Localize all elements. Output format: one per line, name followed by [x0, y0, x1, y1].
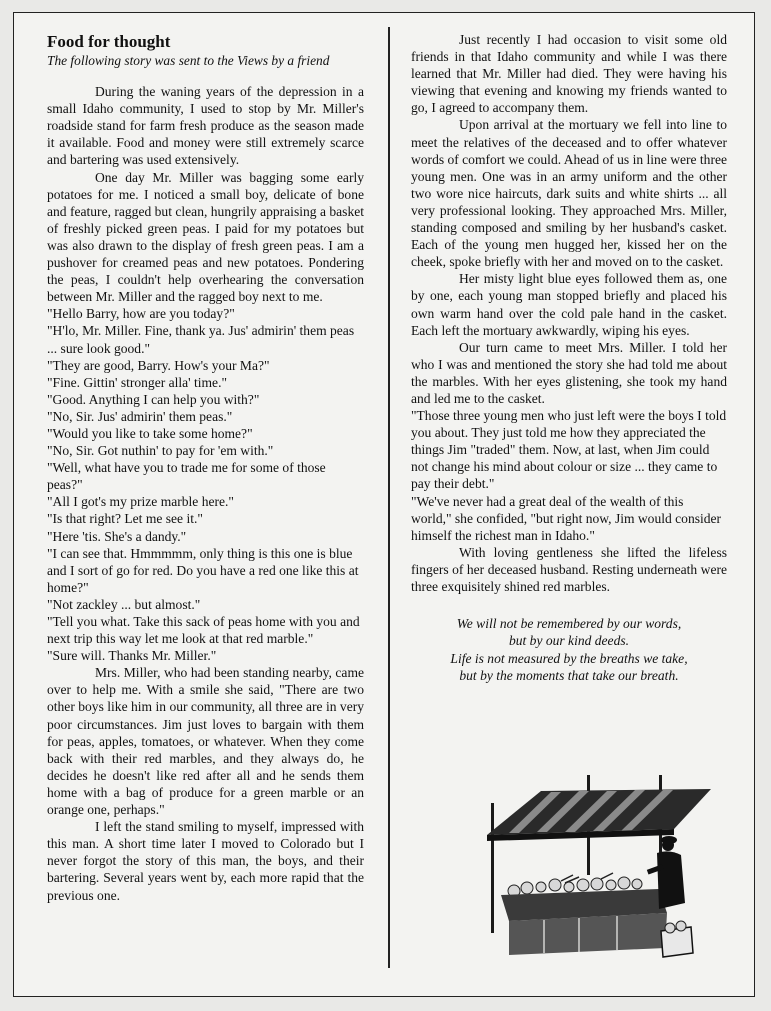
paragraph: "Sure will. Thanks Mr. Miller.": [47, 648, 217, 664]
paragraph: "No, Sir. Got nuthin' to pay for 'em with.": [47, 443, 274, 459]
paragraph: "Good. Anything I can help you with?": [47, 391, 260, 407]
paragraph: "No, Sir. Jus' admirin' them peas.": [47, 408, 233, 424]
article-subtitle: The following story was sent to the Views by a friend: [47, 53, 330, 68]
paragraph: Mrs. Miller, who had been standing nearby, came over to help me. With a smile she said, "There are two other boys like him in our community, all three are in very poor circumstances. Jim just loves to bargain with them for peas, apples, tomatoes, or whatever. When they come back with their red marbles, and they always do, he decides he doesn't like red after all and he sends them home with a bag of produce for a green marble or an orange one, perhaps.": [47, 665, 364, 818]
paragraph: Our turn came to meet Mrs. Miller. I told her who I was and mentioned the story she had told me about the marbles. With her eyes glistening, she took my hand and led me to the casket.: [411, 339, 727, 406]
paragraph: "Tell you what. Take this sack of peas home with you and next trip this way let me look at that red marble.": [47, 614, 360, 647]
paragraph: "Well, what have you to trade me for some of those peas?": [47, 460, 326, 493]
paragraph: "H'lo, Mr. Miller. Fine, thank ya. Jus' admirin' them peas ... sure look good.": [47, 323, 355, 356]
paragraph: "Not zackley ... but almost.": [47, 596, 201, 612]
paragraph: With loving gentleness she lifted the lifeless fingers of her deceased husband. Resting underneath were three exquisitely shined red marbles.: [411, 544, 727, 594]
paragraph: "Hello Barry, how are you today?": [47, 306, 235, 322]
column-divider: [388, 27, 390, 968]
paragraph: During the waning years of the depression in a small Idaho community, I used to stop by Mr. Miller's roadside stand for farm fresh produce as the season made it available. Food and money were still extremely scarce and bartering was used extensively.: [47, 84, 364, 168]
paragraph: "All I got's my prize marble here.": [47, 494, 234, 510]
paragraph: Just recently I had occasion to visit some old friends in that Idaho community and while I was there learned that Mr. Miller had died. They were having his viewing that evening and knowing my friends wanted to go, I agreed to accompany them.: [411, 32, 727, 116]
paragraph: "I can see that. Hmmmmm, only thing is this one is blue and I sort of go for red. Do you have a red one like this at home?": [47, 545, 359, 595]
paragraph: "Would you like to take some home?": [47, 425, 253, 441]
quote-line: Life is not measured by the breaths we take,: [450, 650, 688, 666]
left-column-body: [47, 83, 364, 904]
left-column: [47, 31, 364, 904]
paragraph: Her misty light blue eyes followed them as, one by one, each young man stopped briefly and placed his own warm hand over the cold pale hand in the casket. Each left the mortuary awkwardly, wiping his eyes.: [411, 271, 727, 338]
quote-line: We will not be remembered by our words,: [456, 616, 682, 632]
right-column: [411, 31, 727, 684]
newsletter-page: [13, 12, 755, 997]
paragraph: "Is that right? Let me see it.": [47, 511, 203, 527]
paragraph: "Fine. Gittin' stronger alla' time.": [47, 374, 227, 390]
article-title: Food for thought: [47, 32, 171, 51]
right-column-body: [411, 31, 727, 595]
paragraph: "We've never had a great deal of the wealth of this world," she confided, "but right now, Jim would consider himself the richest man in Idaho.": [411, 493, 722, 543]
paragraph: I left the stand smiling to myself, impressed with this man. A short time later I moved to Colorado but I never forgot the story of this man, the boys, and their bartering. Several years went by, each more rapid that the previous one.: [47, 819, 364, 903]
closing-quote: [411, 615, 727, 684]
paragraph: "Here 'tis. She's a dandy.": [47, 528, 187, 544]
paragraph: Upon arrival at the mortuary we fell into line to meet the relatives of the deceased and to offer whatever words of comfort we could. Ahead of us in line were three young men. One was in an army uniform and the other two wore nice haircuts, dark suits and white shirts ... all very professional looking. They approached Mrs. Miller, standing composed and smiling by her husband's casket. Each of the young men hugged her, kissed her on the cheek, spoke briefly with her and moved on to the casket.: [411, 117, 727, 270]
market-stand-illustration: [469, 763, 729, 963]
quote-line: but by our kind deeds.: [508, 633, 630, 649]
paragraph: "Those three young men who just left were the boys I told you about. They just told me how they appreciated the things Jim "traded" them. Now, at last, when Jim could not change his mind about colour or size ... they came to pay their debt.": [411, 408, 727, 492]
paragraph: One day Mr. Miller was bagging some early potatoes for me. I noticed a small boy, delicate of bone and feature, ragged but clean, hungrily appraising a basket of freshly picked green peas. I paid for my potatoes but was also drawn to the display of fresh green peas. I am a pushover for creamed peas and new potatoes. Pondering the peas, I couldn't help overhearing the conversation between Mr. Miller and the ragged boy next to me.: [47, 169, 364, 305]
paragraph: "They are good, Barry. How's your Ma?": [47, 357, 270, 373]
quote-line: but by the moments that take our breath.: [459, 667, 679, 683]
